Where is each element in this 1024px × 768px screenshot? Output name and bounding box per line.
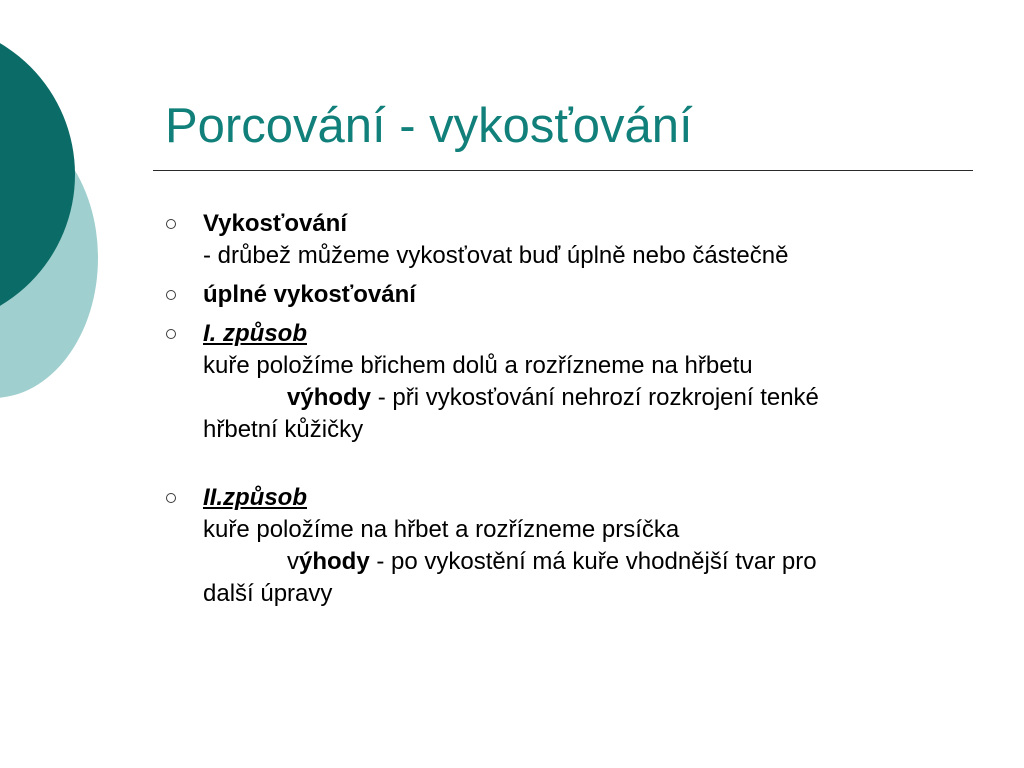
title-divider xyxy=(153,170,973,171)
item-heading: úplné vykosťování xyxy=(203,281,416,308)
hollow-circle-bullet-icon xyxy=(166,493,176,503)
list-item xyxy=(164,279,964,311)
bullet-list xyxy=(164,208,964,617)
item-text: hřbetní kůžičky xyxy=(203,416,364,443)
list-item xyxy=(164,482,964,610)
hollow-circle-bullet-icon xyxy=(166,329,176,339)
advantages-label: výhody xyxy=(287,384,372,411)
item-text: - drůbež můžeme vykosťovat buď úplně nebo částečně xyxy=(203,242,789,269)
item-heading: II.způsob xyxy=(203,484,307,511)
advantages-line xyxy=(203,546,964,578)
advantages-text: - po vykostění má kuře vhodnější tvar pro xyxy=(369,548,817,575)
hollow-circle-bullet-icon xyxy=(166,219,176,229)
item-heading: Vykosťování xyxy=(203,210,347,237)
advantages-prefix: v xyxy=(287,548,299,575)
advantages-label: ýhody xyxy=(299,548,370,575)
item-text: kuře položíme břichem dolů a rozřízneme na hřbetu xyxy=(203,352,753,379)
advantages-text: - při vykosťování nehrozí rozkrojení tenké xyxy=(371,384,819,411)
list-item xyxy=(164,208,964,272)
slide-title: Porcování - vykosťování xyxy=(165,99,693,153)
item-text: další úpravy xyxy=(203,580,333,607)
list-item xyxy=(164,318,964,446)
advantages-line xyxy=(203,382,964,414)
item-heading: I. způsob xyxy=(203,320,307,347)
hollow-circle-bullet-icon xyxy=(166,290,176,300)
item-text: kuře položíme na hřbet a rozřízneme prsíčka xyxy=(203,516,680,543)
